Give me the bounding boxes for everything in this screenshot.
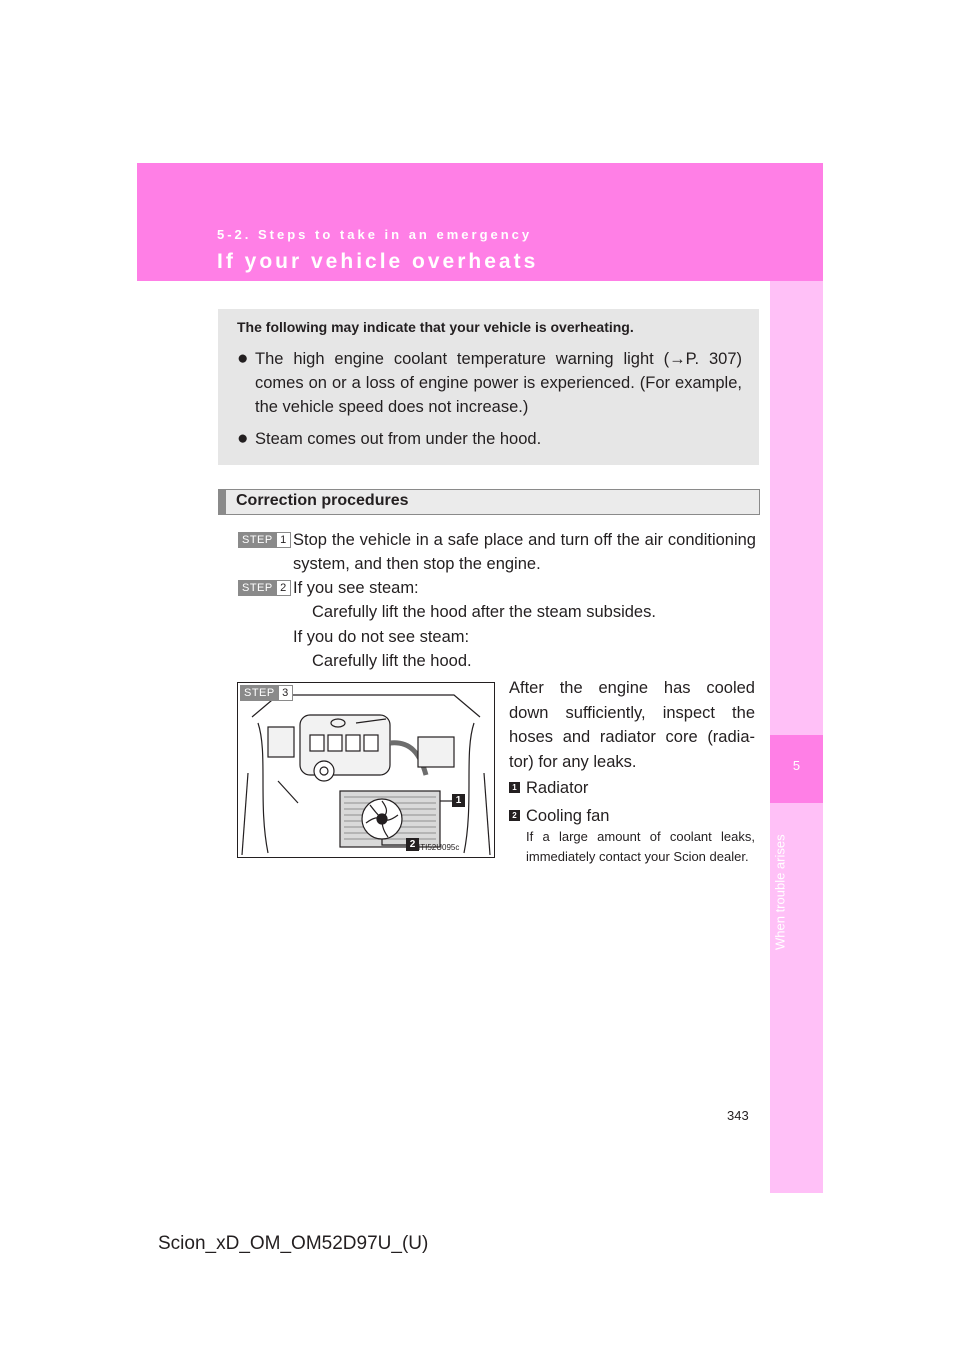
step-2-case-1: If you see steam: (293, 579, 419, 597)
step-2-badge (238, 580, 291, 596)
info-bullet (237, 427, 742, 451)
step-number: 2 (277, 580, 291, 596)
legend-marker-1: 1 (509, 782, 520, 793)
bullet-dot-icon: ● (237, 428, 249, 449)
page-title: If your vehicle overheats (217, 250, 539, 273)
section-label: 5-2. Steps to take in an emergency (217, 227, 533, 242)
step-1-badge (238, 532, 291, 548)
step-3-line: tor) for any leaks. (509, 752, 637, 771)
info-intro: The following may indicate that your vehicle is overheating. (237, 319, 634, 335)
info-bullet-text: Steam comes out from under the hood. (255, 430, 542, 448)
step-3-text (509, 676, 755, 774)
engine-compartment-figure (237, 682, 495, 858)
step-3-line: After the engine has cooled (509, 679, 755, 697)
callout-1: 1 (452, 794, 465, 807)
document-footer: Scion_xD_OM_OM52D97U_(U) (158, 1233, 429, 1254)
coolant-leak-note: If a large amount of coolant leaks, immediately contact your Scion dealer. (526, 829, 755, 864)
info-bullet-text: The high engine coolant temperature warning light (→P. 307) comes on or a loss of engine power is experienced. (For example, the vehicle speed does not increase.) (255, 350, 742, 416)
bullet-dot-icon: ● (237, 348, 249, 369)
step-word: STEP (240, 685, 279, 701)
step-1-text: Stop the vehicle in a safe place and turn off the air conditioning system, and then stop the engine. (293, 531, 756, 573)
section-heading (218, 489, 760, 515)
figure-code: ITI52U095c (418, 843, 460, 852)
legend-label-radiator: Radiator (526, 779, 589, 797)
step-2-case-2-action: Carefully lift the hood. (312, 652, 472, 670)
section-heading-bar (219, 490, 226, 514)
legend-marker-2: 2 (509, 810, 520, 821)
section-heading-text: Correction procedures (236, 492, 409, 509)
step-3-badge (240, 685, 293, 701)
engine-illustration (238, 683, 494, 857)
step-2-case-1-action: Carefully lift the hood after the steam subsides. (312, 603, 656, 621)
step-word: STEP (238, 532, 277, 548)
step-3-line: down sufficiently, inspect the (509, 703, 755, 722)
step-2-case-2: If you do not see steam: (293, 628, 470, 646)
step-word: STEP (238, 580, 277, 596)
step-number: 1 (277, 532, 291, 548)
chapter-number: 5 (792, 758, 801, 773)
legend-label-cooling-fan: Cooling fan (526, 807, 610, 825)
step-3-line: hoses and radiator core (radia- (509, 728, 755, 746)
callout-2: 2 (406, 838, 419, 851)
info-bullet (237, 347, 742, 419)
page-number: 343 (727, 1108, 749, 1123)
step-number: 3 (279, 685, 293, 701)
chapter-title: When trouble arises (772, 834, 788, 950)
